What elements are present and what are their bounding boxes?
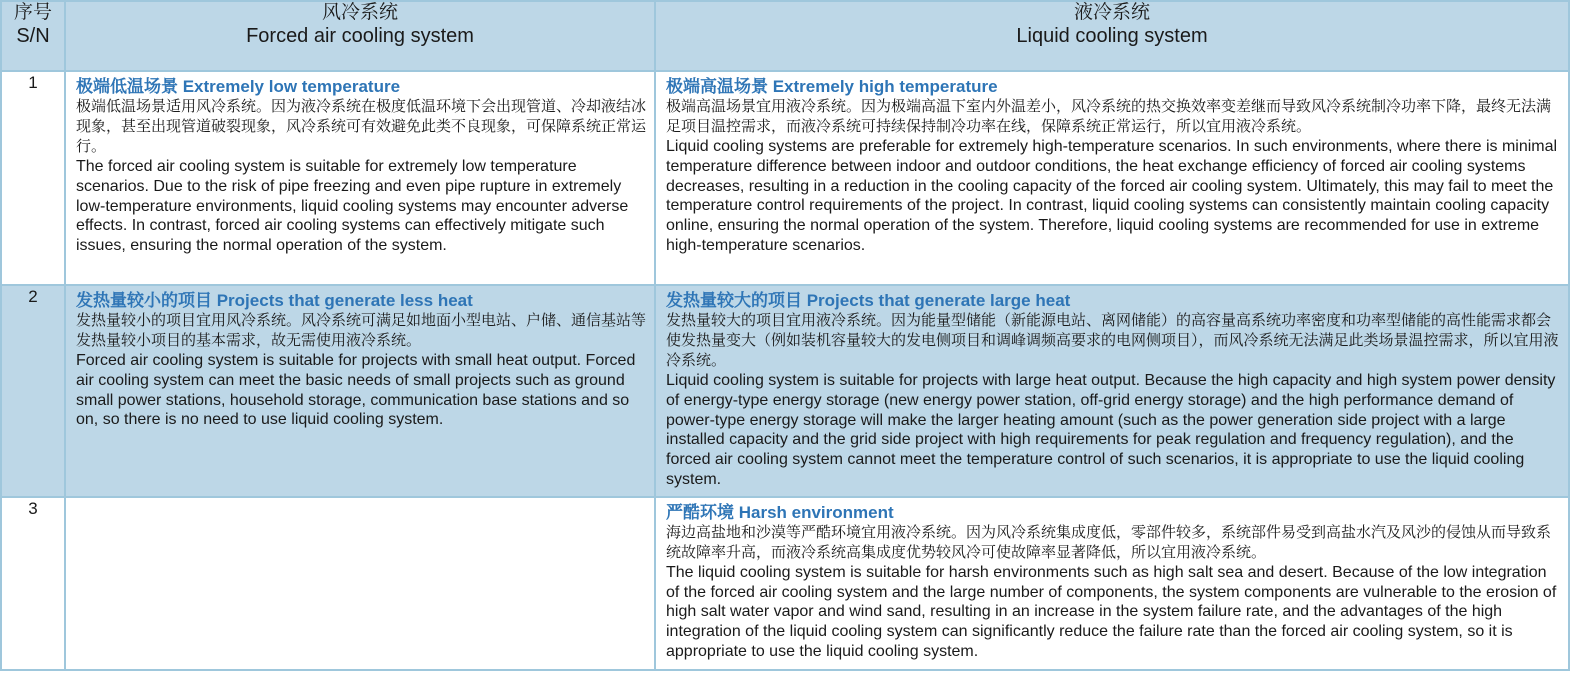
scenario-text-en: Liquid cooling system is suitable for projects with large heat output. Because the high capacity and high system power density of energy-type energy storage (new energy power station, off-grid energy storage) and the high performance demand of power-type energy storage will make the larger heating amount (such as the power generation side project with a large installed capacity and the grid side project with high requirements for peak regulation and frequency regulation), and the forced air cooling system cannot meet the temperature control of such scenarios, it is appropriate to use the liquid cooling system.	[666, 372, 1556, 488]
table-row	[1, 71, 1569, 285]
header-sn-en: S/N	[16, 25, 50, 47]
header-liquid	[655, 1, 1569, 71]
liquid-cell	[655, 497, 1569, 670]
liquid-cell	[655, 71, 1569, 285]
scenario-text-cn: 极端低温场景适用风冷系统。因为液冷系统在极度低温环境下会出现管道、冷却液结冰现象，甚至出现管道破裂现象，风冷系统可有效避免此类不良现象，可保障系统正常运行。	[76, 98, 647, 155]
header-air-en: Forced air cooling system	[246, 25, 474, 47]
scenario-text-cn: 海边高盐地和沙漠等严酷环境宜用液冷系统。因为风冷系统集成度低，零部件较多，系统部件易受到高盐水汽及风沙的侵蚀从而导致系统故障率升高，而液冷系统高集成度优势较风冷可使故障率显著降低，所以宜用液冷系统。	[666, 523, 1552, 561]
scenario-text-en: The forced air cooling system is suitable for extremely low temperature scenarios. Due to the risk of pipe freezing and even pipe rupture in extremely low-temperature environments, liquid cooling systems may encounter adverse effects. In contrast, forced air cooling systems can effectively mitigate such issues, ensuring the normal operation of the system.	[76, 158, 629, 255]
air-cell-empty	[65, 497, 655, 670]
row-number: 3	[1, 497, 65, 670]
header-liquid-cn: 液冷系统	[1073, 2, 1150, 23]
scenario-text-en: Liquid cooling systems are preferable for extremely high-temperature scenarios. In such environments, where there is minimal temperature difference between indoor and outdoor conditions, the heat exchange efficiency of forced air cooling systems decreases, resulting in a reduction in the cooling capacity of the forced air cooling system. Ultimately, this may fail to meet the temperature control requirements of the project. In contrast, liquid cooling systems can consistently maintain cooling capacity online, ensuring the normal operation of the system. Therefore, liquid cooling systems are recommended for use in extreme high-temperature scenarios.	[666, 138, 1558, 254]
scenario-text-en: Forced air cooling system is suitable for projects with small heat output. Forced air cooling system can meet the basic needs of small projects such as ground small power stations, household storage, communication base stations and so on, so there is no need to use liquid cooling system.	[76, 352, 636, 429]
air-cell	[65, 285, 655, 497]
table-row	[1, 497, 1569, 670]
row-number: 2	[1, 285, 65, 497]
air-cell	[65, 71, 655, 285]
row-number: 1	[1, 71, 65, 285]
scenario-title: 严酷环境 Harsh environment	[666, 502, 894, 522]
scenario-text-cn: 发热量较大的项目宜用液冷系统。因为能量型储能（新能源电站、离网储能）的高容量高系统功率密度和功率型储能的高性能需求都会使发热量变大（例如装机容量较大的发电侧项目和调峰调频高要求的电网侧项目），而风冷系统无法满足此类场景温控需求，所以宜用液冷系统。	[666, 312, 1559, 369]
scenario-title: 极端低温场景 Extremely low temperature	[76, 77, 401, 96]
header-air-cn: 风冷系统	[321, 2, 398, 23]
header-sn	[1, 1, 65, 71]
scenario-title: 极端高温场景 Extremely high temperature	[666, 77, 998, 96]
header-liquid-en: Liquid cooling system	[1016, 25, 1208, 47]
scenario-title: 发热量较大的项目 Projects that generate large heat	[666, 291, 1071, 310]
liquid-cell	[655, 285, 1569, 497]
header-air	[65, 1, 655, 71]
scenario-text-cn: 发热量较小的项目宜用风冷系统。风冷系统可满足如地面小型电站、户储、通信基站等发热量较小项目的基本需求，故无需使用液冷系统。	[76, 312, 647, 349]
scenario-title: 发热量较小的项目 Projects that generate less heat	[76, 291, 473, 310]
scenario-text-cn: 极端高温场景宜用液冷系统。因为极端高温下室内外温差小，风冷系统的热交换效率变差继而导致风冷系统制冷功率下降，最终无法满足项目温控需求，而液冷系统可持续保持制冷功率在线，保障系统正常运行，所以宜用液冷系统。	[666, 98, 1552, 135]
header-sn-cn: 序号	[13, 2, 52, 23]
scenario-text-en: The liquid cooling system is suitable for harsh environments such as high salt sea and desert. Because of the low integration of the forced air cooling system and the large number of components, the system components are vulnerable to the erosion of high salt water vapor and wind sand, resulting in an increase in the system failure rate, and the advantages of the high integration of the liquid cooling system can significantly reduce the failure rate than the forced air cooling system, so it is appropriate to use the liquid cooling system.	[666, 563, 1557, 660]
table-row	[1, 285, 1569, 497]
header-row	[1, 1, 1569, 71]
